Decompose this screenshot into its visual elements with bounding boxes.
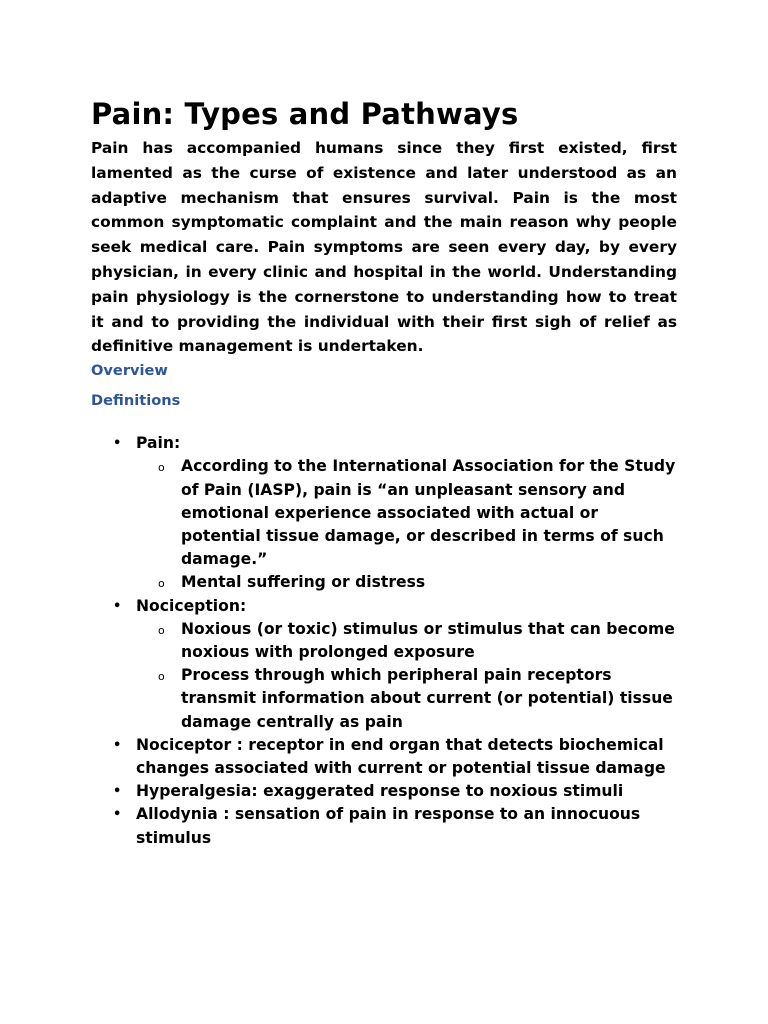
definition-text: Hyperalgesia: exaggerated response to noxious stimuli bbox=[136, 782, 624, 801]
definition-subitem bbox=[136, 664, 677, 734]
definition-item bbox=[91, 432, 677, 594]
document-title: Pain: Types and Pathways bbox=[91, 97, 519, 131]
overview-heading: Overview bbox=[91, 362, 168, 380]
definition-subitems bbox=[136, 618, 677, 734]
definition-text: Nociception: bbox=[136, 596, 247, 615]
definition-item bbox=[91, 780, 677, 803]
definition-text: Allodynia : sensation of pain in response to an innocuous stimulus bbox=[136, 805, 641, 847]
definition-item bbox=[91, 734, 677, 780]
definition-subitem-text: Noxious (or toxic) stimulus or stimulus that can become noxious with prolonged exposure bbox=[181, 619, 675, 661]
circle-bullet-icon: o bbox=[158, 461, 165, 475]
circle-bullet-icon: o bbox=[158, 670, 165, 684]
definition-subitem-text: Mental suffering or distress bbox=[181, 573, 426, 592]
definitions-heading: Definitions bbox=[91, 392, 181, 410]
definition-subitem bbox=[136, 571, 677, 594]
definition-item bbox=[91, 595, 677, 734]
definition-text: Pain: bbox=[136, 434, 181, 453]
bullet-icon: • bbox=[113, 784, 122, 800]
circle-bullet-icon: o bbox=[158, 577, 165, 591]
definition-subitem-text: According to the International Association for the Study of Pain (IASP), pain is “an unpleasant sensory and emotional experience associated with actual or potential tissue damage, or described in terms of such damage.” bbox=[181, 457, 676, 569]
document-page bbox=[91, 96, 677, 850]
bullet-icon: • bbox=[113, 807, 122, 823]
bullet-icon: • bbox=[113, 598, 122, 614]
intro-paragraph: Pain has accompanied humans since they first existed, first lamented as the curse of existence and later understood as an adaptive mechanism that ensures survival. Pain is the most common symptomatic complaint and the main reason why people seek medical care. Pain symptoms are seen every day, by every physician, in every clinic and hospital in the world. Understanding pain physiology is the cornerstone to understanding how to treat it and to providing the individual with their first sigh of relief as definitive management is undertaken. bbox=[91, 139, 677, 356]
definitions-list bbox=[91, 432, 677, 850]
circle-bullet-icon: o bbox=[158, 623, 165, 637]
definition-item bbox=[91, 803, 677, 849]
bullet-icon: • bbox=[113, 436, 122, 452]
definition-subitem bbox=[136, 618, 677, 664]
bullet-icon: • bbox=[113, 737, 122, 753]
definition-subitems bbox=[136, 455, 677, 594]
definition-text: Nociceptor : receptor in end organ that detects biochemical changes associated with current or potential tissue damage bbox=[136, 735, 666, 778]
definition-subitem bbox=[136, 455, 677, 571]
definition-subitem-text: Process through which peripheral pain receptors transmit information about current (or potential) tissue damage centrally as pain bbox=[181, 666, 673, 731]
